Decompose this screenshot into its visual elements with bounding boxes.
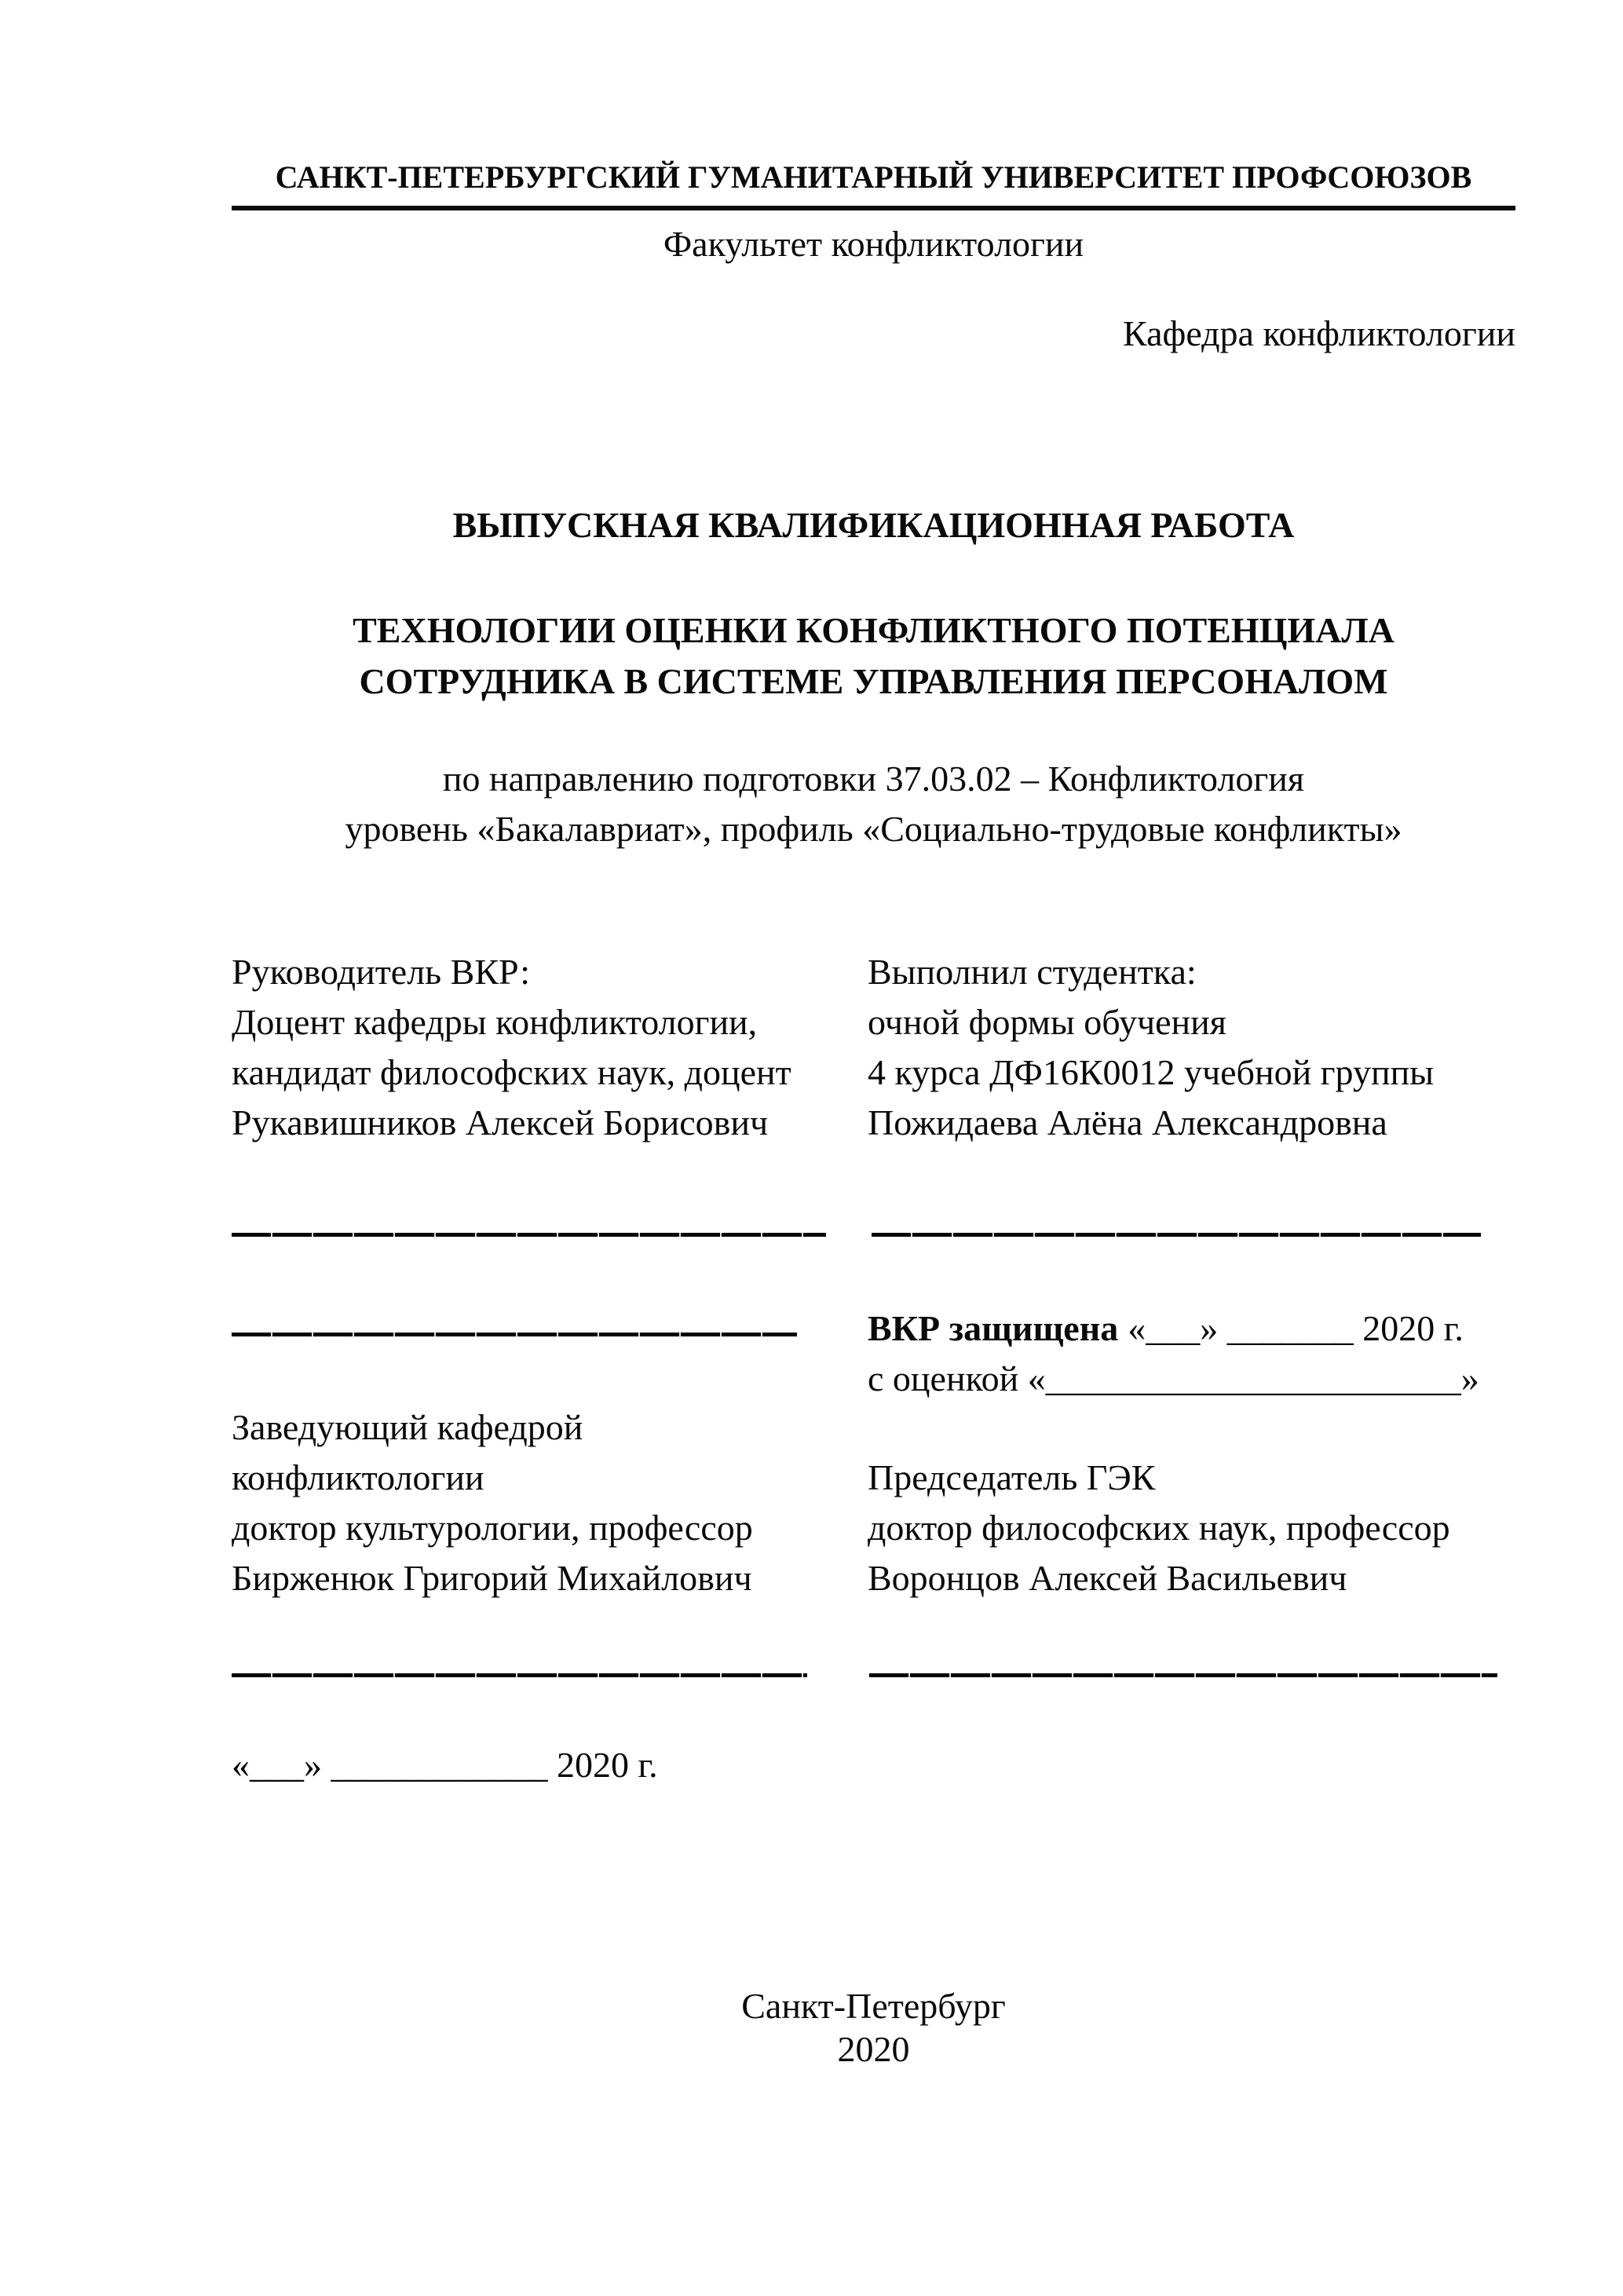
defense-date-line — [868, 1303, 1527, 1354]
department-name: Кафедра конфликтологии — [1123, 313, 1515, 353]
supervisor-position-line1: Доцент кафедры конфликтологии, — [232, 1002, 758, 1042]
department-head-name: Бирженюк Григорий Михайлович — [232, 1558, 752, 1598]
supervisor-block — [232, 947, 868, 1148]
defense-label: ВКР защищена — [868, 1308, 1119, 1348]
program-level-profile: уровень «Бакалавриат», профиль «Социально-трудовые конфликты» — [345, 809, 1402, 849]
defense-grade-blank: с оценкой «_______________________» — [868, 1358, 1479, 1398]
thesis-title-line2: СОТРУДНИКА В СИСТЕМЕ УПРАВЛЕНИЯ ПЕРСОНАЛОМ — [359, 661, 1388, 701]
university-name: САНКТ-ПЕТЕРБУРГСКИЙ ГУМАНИТАРНЫЙ УНИВЕРСИТЕТ ПРОФСОЮЗОВ — [232, 159, 1515, 210]
thesis-title — [232, 605, 1515, 707]
defense-date-blank: «___» _______ 2020 г. — [1128, 1308, 1464, 1348]
supervisor-signature-line-2 — [232, 1333, 797, 1336]
footer-block — [232, 1984, 1515, 2071]
gec-chair-position: доктор философских наук, профессор — [868, 1508, 1450, 1548]
supervisor-name: Рукавишников Алексей Борисович — [232, 1102, 769, 1143]
gec-chair-signature-line — [869, 1673, 1497, 1677]
work-type-heading: ВЫПУСКНАЯ КВАЛИФИКАЦИОННАЯ РАБОТА — [452, 505, 1295, 545]
program-info — [232, 754, 1515, 854]
department-head-signature-line — [232, 1673, 807, 1677]
department-head-position-line1: Заведующий кафедрой — [232, 1407, 583, 1447]
faculty-name: Факультет конфликтологии — [663, 224, 1084, 264]
department-head-position-line2: конфликтологии — [232, 1457, 484, 1497]
student-study-form: очной формы обучения — [868, 1002, 1226, 1042]
gec-chair-name: Воронцов Алексей Васильевич — [868, 1558, 1347, 1598]
program-direction: по направлению подготовки 37.03.02 – Конфликтология — [442, 759, 1305, 799]
defense-block — [868, 1303, 1527, 1404]
gec-chair-label: Председатель ГЭК — [868, 1457, 1156, 1497]
student-group: 4 курса ДФ16К0012 учебной группы — [868, 1052, 1435, 1092]
supervisor-label: Руководитель ВКР: — [232, 952, 531, 992]
department-head-block — [232, 1402, 868, 1603]
supervisor-position-line2: кандидат философских наук, доцент — [232, 1052, 791, 1092]
student-name: Пожидаева Алёна Александровна — [868, 1102, 1387, 1143]
gec-chair-block — [868, 1453, 1519, 1603]
thesis-title-line1: ТЕХНОЛОГИИ ОЦЕНКИ КОНФЛИКТНОГО ПОТЕНЦИАЛА — [353, 610, 1395, 650]
student-block — [868, 947, 1519, 1148]
department-head-position-line3: доктор культурологии, профессор — [232, 1508, 753, 1548]
department-head-date-blank: «___» ____________ 2020 г. — [232, 1745, 658, 1785]
footer-city: Санкт-Петербург — [741, 1986, 1006, 2026]
supervisor-signature-line — [232, 1233, 826, 1237]
student-label: Выполнил студентка: — [868, 952, 1197, 992]
student-signature-line — [872, 1233, 1481, 1237]
footer-year: 2020 — [837, 2029, 910, 2069]
